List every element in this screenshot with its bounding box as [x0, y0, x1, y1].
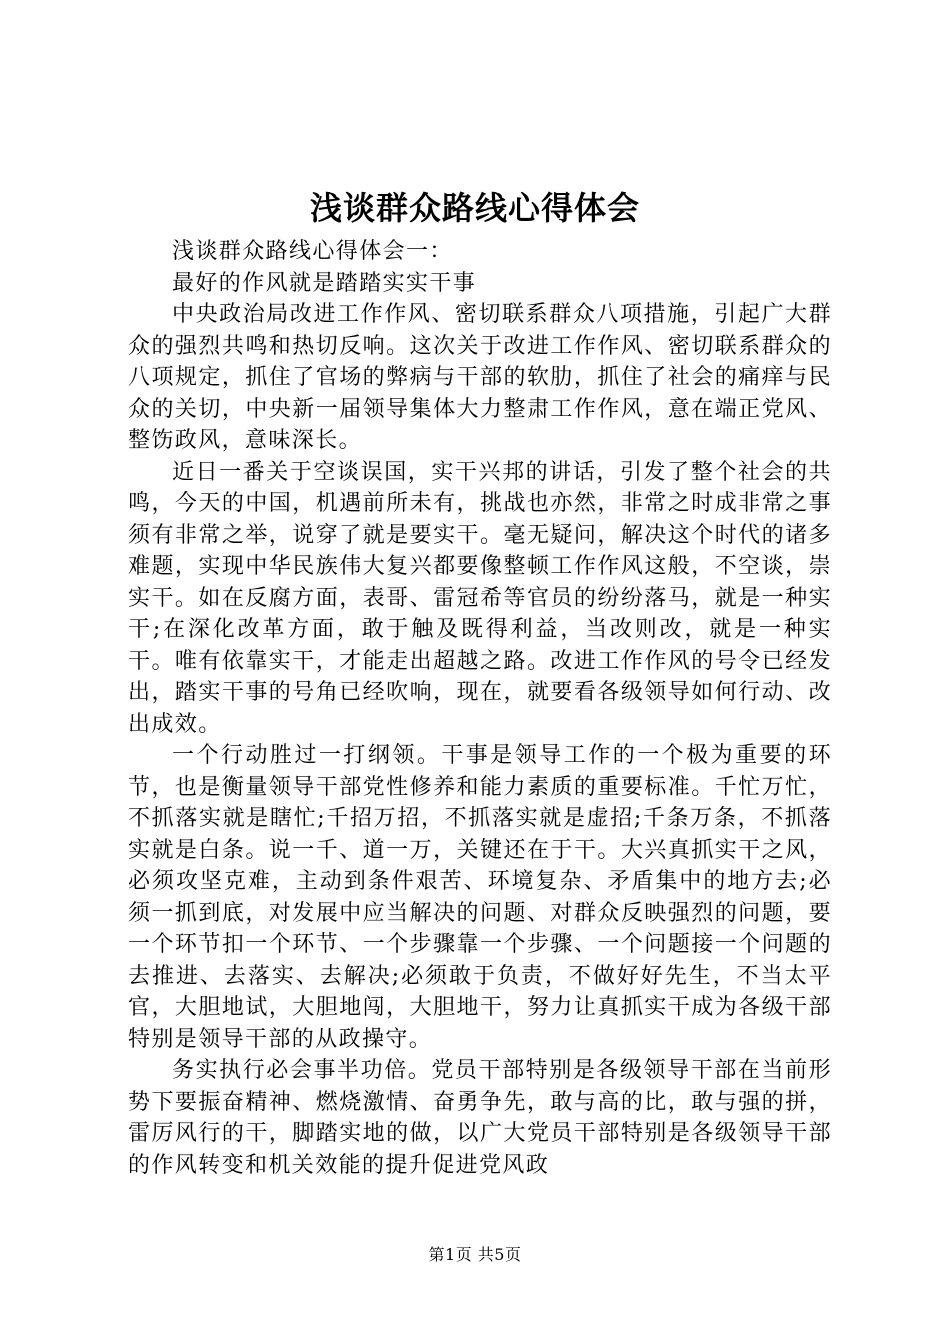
document-body	[128, 236, 832, 1181]
paragraph: 务实执行必会事半功倍。党员干部特别是各级领导干部在当前形势下要振奋精神、燃烧激情、奋勇争先，敢与高的比，敢与强的拼，雷厉风行的干，脚踏实地的做，以广大党员干部特别是各级领导干部的作风转变和机关效能的提升促进党风政	[128, 1058, 832, 1178]
paragraph-subheading: 最好的作风就是踏踏实实干事	[172, 270, 477, 296]
page-number-footer: 第1页 共5页	[428, 1245, 522, 1264]
document-title: 浅谈群众路线心得体会	[309, 189, 640, 227]
paragraph: 一个行动胜过一打纲领。干事是领导工作的一个极为重要的环节，也是衡量领导干部党性修养和能力素质的重要标准。千忙万忙，不抓落实就是瞎忙;千招万招，不抓落实就是虚招;千条万条，不抓落实就是白条。说一千、道一万，关键还在于干。大兴真抓实干之风，必须攻坚克难，主动到条件艰苦、环境复杂、矛盾集中的地方去;必须一抓到底，对发展中应当解决的问题、对群众反映强烈的问题，要一个环节扣一个环节、一个步骤靠一个步骤、一个问题接一个问题的去推进、去落实、去解决;必须敢于负责，不做好好先生，不当太平官，大胆地试，大胆地闯，大胆地干，努力让真抓实干成为各级干部特别是领导干部的从政操守。	[128, 743, 832, 1052]
paragraph: 近日一番关于空谈误国，实干兴邦的讲话，引发了整个社会的共鸣，今天的中国，机遇前所未有，挑战也亦然，非常之时成非常之事须有非常之举，说穿了就是要实干。毫无疑问，解决这个时代的诸多难题，实现中华民族伟大复兴都要像整顿工作作风这般，不空谈，崇实干。如在反腐方面，表哥、雷冠希等官员的纷纷落马，就是一种实干;在深化改革方面，敢于触及既得利益，当改则改，就是一种实干。唯有依靠实干，才能走出超越之路。改进工作作风的号令已经发出，踏实干事的号角已经吹响，现在，就要看各级领导如何行动、改出成效。	[128, 459, 832, 737]
paragraph: 中央政治局改进工作作风、密切联系群众八项措施，引起广大群众的强烈共鸣和热切反响。这次关于改进工作作风、密切联系群众的八项规定，抓住了官场的弊病与干部的软肋，抓住了社会的痛痒与民众的关切，中央新一届领导集体大力整肃工作作风，意在端正党风、整饬政风，意味深长。	[128, 302, 832, 453]
paragraph-heading: 浅谈群众路线心得体会一：	[172, 239, 453, 264]
